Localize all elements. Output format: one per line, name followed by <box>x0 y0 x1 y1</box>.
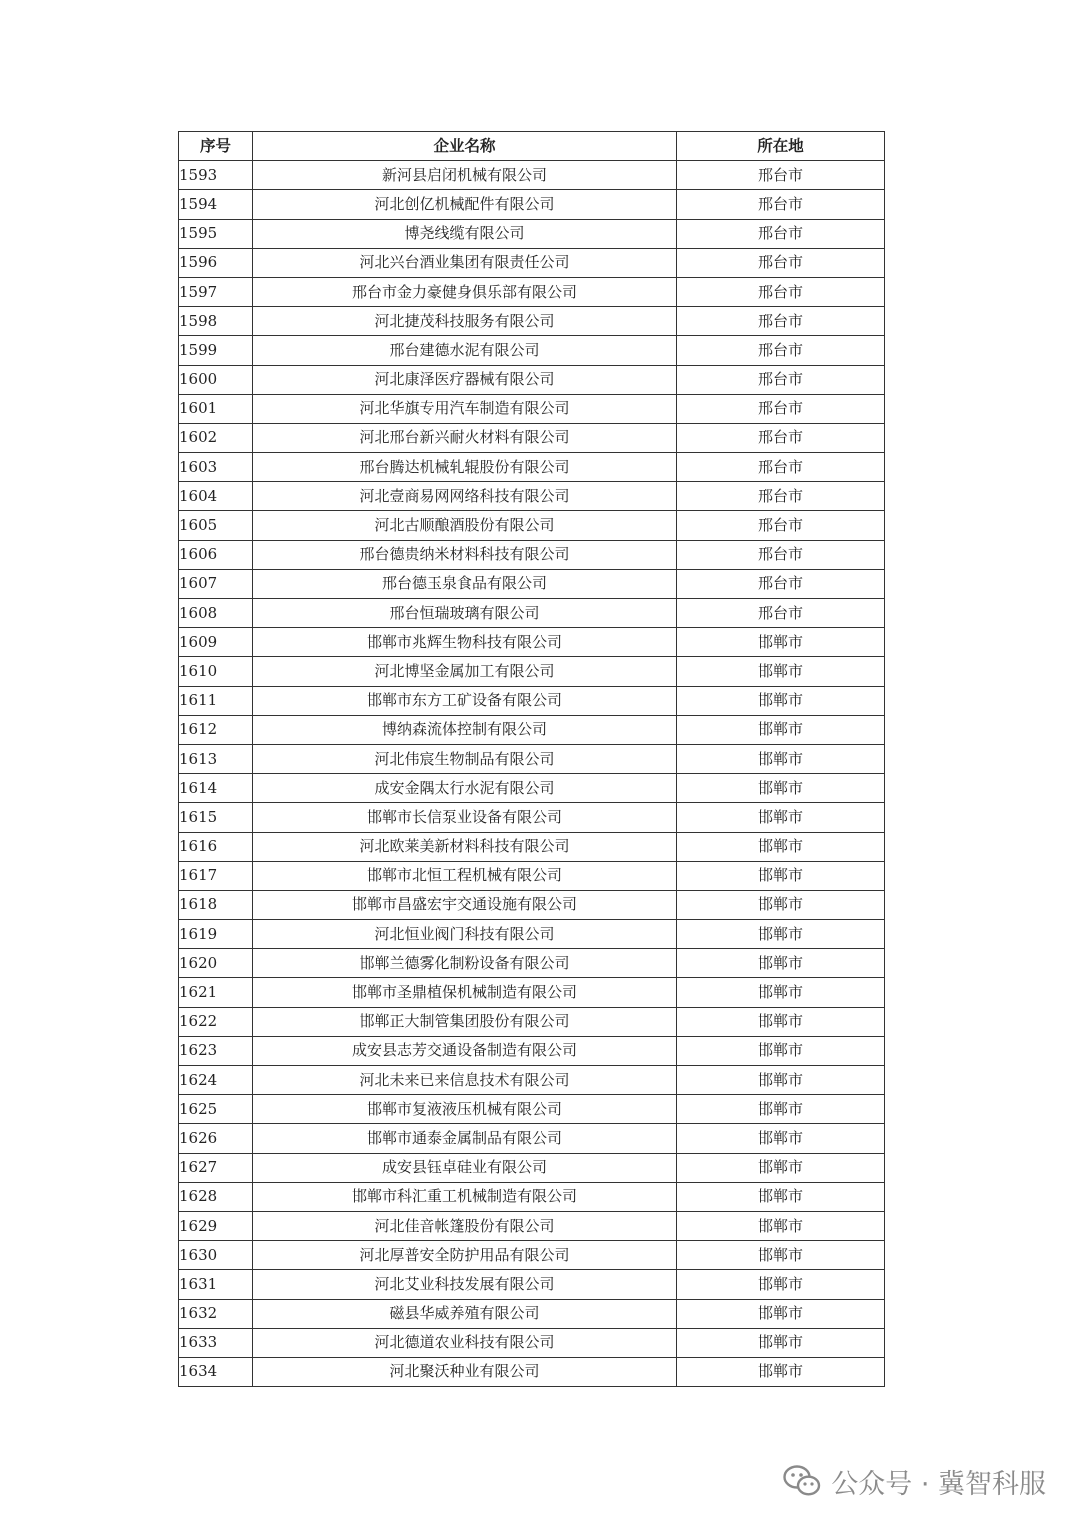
location: 邢台市 <box>677 482 885 511</box>
row-index: 1612 <box>179 715 253 744</box>
row-index: 1623 <box>179 1036 253 1065</box>
row-index: 1618 <box>179 890 253 919</box>
location: 邯郸市 <box>677 803 885 832</box>
row-index: 1598 <box>179 307 253 336</box>
row-index: 1616 <box>179 832 253 861</box>
table-row <box>179 1153 885 1182</box>
company-name: 河北艾业科技发展有限公司 <box>253 1270 677 1299</box>
table-row <box>179 1095 885 1124</box>
location: 邯郸市 <box>677 1211 885 1240</box>
row-index: 1633 <box>179 1328 253 1357</box>
location: 邯郸市 <box>677 978 885 1007</box>
company-name: 河北康泽医疗器械有限公司 <box>253 365 677 394</box>
table-row <box>179 1007 885 1036</box>
company-name: 河北佳音帐篷股份有限公司 <box>253 1211 677 1240</box>
table-row <box>179 569 885 598</box>
company-table <box>178 131 885 1387</box>
table-row <box>179 803 885 832</box>
watermark <box>783 1461 1046 1501</box>
table-row <box>179 599 885 628</box>
row-index: 1624 <box>179 1066 253 1095</box>
header-index: 序号 <box>179 132 253 161</box>
row-index: 1605 <box>179 511 253 540</box>
row-index: 1602 <box>179 423 253 452</box>
company-name: 邯郸市兆辉生物科技有限公司 <box>253 628 677 657</box>
row-index: 1594 <box>179 190 253 219</box>
row-index: 1627 <box>179 1153 253 1182</box>
table-row <box>179 1211 885 1240</box>
location: 邢台市 <box>677 453 885 482</box>
row-index: 1603 <box>179 453 253 482</box>
location: 邢台市 <box>677 336 885 365</box>
company-name: 河北创亿机械配件有限公司 <box>253 190 677 219</box>
table-row <box>179 744 885 773</box>
location: 邯郸市 <box>677 1153 885 1182</box>
company-name: 磁县华威养殖有限公司 <box>253 1299 677 1328</box>
company-name: 河北伟宸生物制品有限公司 <box>253 744 677 773</box>
table-row <box>179 161 885 190</box>
table-row <box>179 1299 885 1328</box>
row-index: 1620 <box>179 949 253 978</box>
row-index: 1631 <box>179 1270 253 1299</box>
location: 邯郸市 <box>677 1124 885 1153</box>
company-name: 邯郸市昌盛宏宇交通设施有限公司 <box>253 890 677 919</box>
table-row <box>179 453 885 482</box>
table-row <box>179 657 885 686</box>
location: 邯郸市 <box>677 949 885 978</box>
location: 邯郸市 <box>677 832 885 861</box>
table-row <box>179 686 885 715</box>
table-row <box>179 949 885 978</box>
location: 邢台市 <box>677 569 885 598</box>
company-name: 邢台恒瑞玻璃有限公司 <box>253 599 677 628</box>
row-index: 1634 <box>179 1357 253 1386</box>
table-row <box>179 277 885 306</box>
location: 邯郸市 <box>677 861 885 890</box>
header-company-name: 企业名称 <box>253 132 677 161</box>
row-index: 1611 <box>179 686 253 715</box>
table-row <box>179 1066 885 1095</box>
company-name: 河北捷茂科技服务有限公司 <box>253 307 677 336</box>
location: 邢台市 <box>677 540 885 569</box>
location: 邢台市 <box>677 248 885 277</box>
location: 邯郸市 <box>677 890 885 919</box>
company-name: 成安县志芳交通设备制造有限公司 <box>253 1036 677 1065</box>
table-header-row <box>179 132 885 161</box>
company-name: 邯郸市科汇重工机械制造有限公司 <box>253 1182 677 1211</box>
company-name: 河北古顺酿酒股份有限公司 <box>253 511 677 540</box>
table-row <box>179 1124 885 1153</box>
table-row <box>179 1036 885 1065</box>
location: 邯郸市 <box>677 628 885 657</box>
location: 邯郸市 <box>677 920 885 949</box>
table-row <box>179 1182 885 1211</box>
table-row <box>179 715 885 744</box>
company-name: 邯郸正大制管集团股份有限公司 <box>253 1007 677 1036</box>
company-name: 邯郸市通泰金属制品有限公司 <box>253 1124 677 1153</box>
location: 邯郸市 <box>677 1095 885 1124</box>
company-name: 邯郸市北恒工程机械有限公司 <box>253 861 677 890</box>
company-name: 河北邢台新兴耐火材料有限公司 <box>253 423 677 452</box>
row-index: 1617 <box>179 861 253 890</box>
row-index: 1595 <box>179 219 253 248</box>
wechat-icon <box>783 1465 821 1497</box>
row-index: 1622 <box>179 1007 253 1036</box>
company-name: 博纳森流体控制有限公司 <box>253 715 677 744</box>
location: 邢台市 <box>677 190 885 219</box>
row-index: 1626 <box>179 1124 253 1153</box>
row-index: 1607 <box>179 569 253 598</box>
location: 邢台市 <box>677 365 885 394</box>
row-index: 1630 <box>179 1241 253 1270</box>
row-index: 1628 <box>179 1182 253 1211</box>
table-row <box>179 482 885 511</box>
table-row <box>179 423 885 452</box>
company-name: 邢台市金力豪健身俱乐部有限公司 <box>253 277 677 306</box>
location: 邯郸市 <box>677 1299 885 1328</box>
company-name: 新河县启闭机械有限公司 <box>253 161 677 190</box>
location: 邯郸市 <box>677 774 885 803</box>
row-index: 1613 <box>179 744 253 773</box>
location: 邯郸市 <box>677 1270 885 1299</box>
company-name: 邯郸市圣鼎植保机械制造有限公司 <box>253 978 677 1007</box>
table-row <box>179 190 885 219</box>
company-name: 邢台德玉泉食品有限公司 <box>253 569 677 598</box>
location: 邯郸市 <box>677 1182 885 1211</box>
row-index: 1619 <box>179 920 253 949</box>
location: 邯郸市 <box>677 1066 885 1095</box>
table-row <box>179 774 885 803</box>
location: 邯郸市 <box>677 715 885 744</box>
company-name: 河北华旗专用汽车制造有限公司 <box>253 394 677 423</box>
table-row <box>179 1328 885 1357</box>
company-name: 河北未来已来信息技术有限公司 <box>253 1066 677 1095</box>
location: 邢台市 <box>677 277 885 306</box>
table-row <box>179 628 885 657</box>
company-name: 邯郸市复液液压机械有限公司 <box>253 1095 677 1124</box>
location: 邯郸市 <box>677 657 885 686</box>
company-name: 成安金隅太行水泥有限公司 <box>253 774 677 803</box>
table-row <box>179 511 885 540</box>
company-name: 邢台建德水泥有限公司 <box>253 336 677 365</box>
row-index: 1597 <box>179 277 253 306</box>
row-index: 1593 <box>179 161 253 190</box>
table-row <box>179 219 885 248</box>
company-name: 邯郸市东方工矿设备有限公司 <box>253 686 677 715</box>
company-name: 河北聚沃种业有限公司 <box>253 1357 677 1386</box>
row-index: 1599 <box>179 336 253 365</box>
company-name: 河北欧莱美新材料科技有限公司 <box>253 832 677 861</box>
location: 邢台市 <box>677 307 885 336</box>
row-index: 1609 <box>179 628 253 657</box>
table-row <box>179 1357 885 1386</box>
row-index: 1600 <box>179 365 253 394</box>
table-row <box>179 365 885 394</box>
row-index: 1629 <box>179 1211 253 1240</box>
company-name: 邯郸兰德雾化制粉设备有限公司 <box>253 949 677 978</box>
row-index: 1601 <box>179 394 253 423</box>
location: 邯郸市 <box>677 1357 885 1386</box>
location: 邯郸市 <box>677 744 885 773</box>
location: 邯郸市 <box>677 1328 885 1357</box>
location: 邯郸市 <box>677 1036 885 1065</box>
table-row <box>179 336 885 365</box>
row-index: 1608 <box>179 599 253 628</box>
company-name: 河北德道农业科技有限公司 <box>253 1328 677 1357</box>
company-name: 河北壹商易网网络科技有限公司 <box>253 482 677 511</box>
table-row <box>179 540 885 569</box>
table-row <box>179 1241 885 1270</box>
table-row <box>179 920 885 949</box>
company-name: 河北博坚金属加工有限公司 <box>253 657 677 686</box>
row-index: 1615 <box>179 803 253 832</box>
location: 邢台市 <box>677 599 885 628</box>
table-row <box>179 248 885 277</box>
location: 邯郸市 <box>677 1241 885 1270</box>
location: 邯郸市 <box>677 686 885 715</box>
table-row <box>179 832 885 861</box>
row-index: 1614 <box>179 774 253 803</box>
row-index: 1625 <box>179 1095 253 1124</box>
location: 邢台市 <box>677 394 885 423</box>
company-name: 邢台德贵纳米材料科技有限公司 <box>253 540 677 569</box>
location: 邢台市 <box>677 423 885 452</box>
location: 邢台市 <box>677 161 885 190</box>
row-index: 1621 <box>179 978 253 1007</box>
row-index: 1596 <box>179 248 253 277</box>
company-name: 成安县钰卓硅业有限公司 <box>253 1153 677 1182</box>
location: 邯郸市 <box>677 1007 885 1036</box>
table-row <box>179 1270 885 1299</box>
row-index: 1632 <box>179 1299 253 1328</box>
company-name: 邯郸市长信泵业设备有限公司 <box>253 803 677 832</box>
table-row <box>179 394 885 423</box>
watermark-text: 公众号 · 冀智科服 <box>831 1468 1046 1500</box>
table-row <box>179 890 885 919</box>
header-location: 所在地 <box>677 132 885 161</box>
company-name: 河北兴台酒业集团有限责任公司 <box>253 248 677 277</box>
company-name: 邢台腾达机械轧辊股份有限公司 <box>253 453 677 482</box>
table-row <box>179 978 885 1007</box>
location: 邢台市 <box>677 511 885 540</box>
row-index: 1606 <box>179 540 253 569</box>
company-name: 河北厚普安全防护用品有限公司 <box>253 1241 677 1270</box>
company-name: 河北恒业阀门科技有限公司 <box>253 920 677 949</box>
table-row <box>179 307 885 336</box>
company-name: 博尧线缆有限公司 <box>253 219 677 248</box>
table-body <box>179 161 885 1387</box>
row-index: 1604 <box>179 482 253 511</box>
row-index: 1610 <box>179 657 253 686</box>
location: 邢台市 <box>677 219 885 248</box>
table-row <box>179 861 885 890</box>
